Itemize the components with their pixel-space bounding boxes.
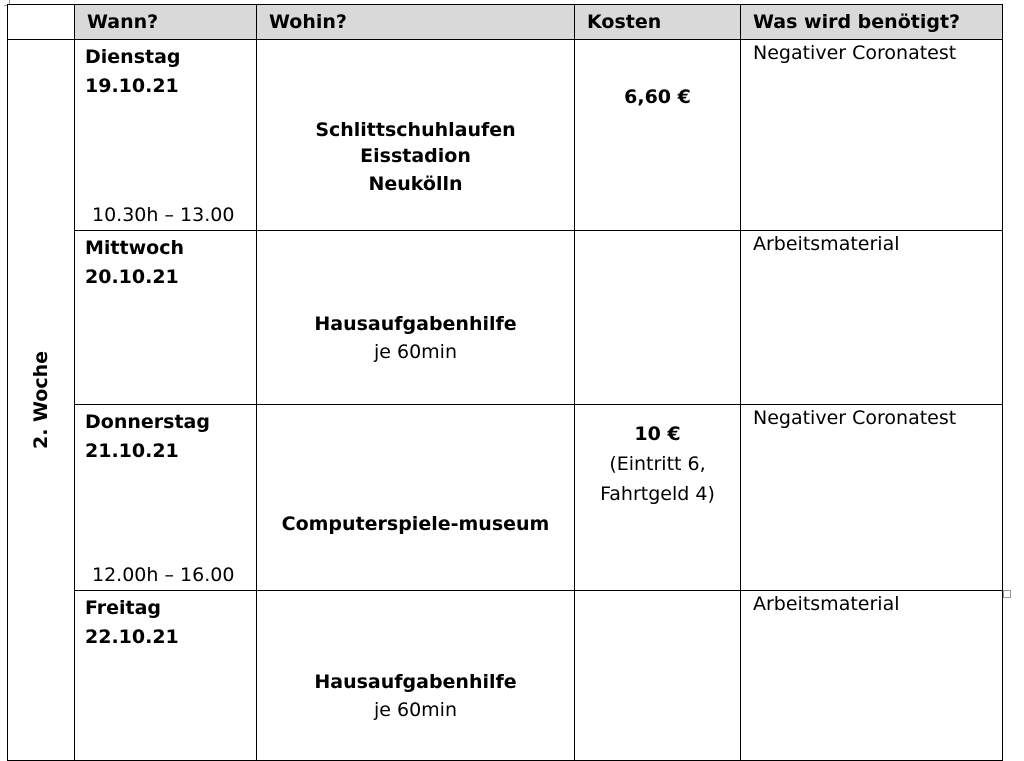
table-resize-handle[interactable]: [1003, 590, 1011, 598]
when-cell: [75, 591, 257, 761]
day-label: Donnerstag: [85, 411, 210, 433]
date-label: 22.10.21: [85, 626, 179, 648]
where-cell: [257, 591, 575, 761]
header-cost: Kosten: [575, 5, 741, 40]
table-row: [8, 231, 1003, 405]
destination-title: Computerspiele-museum: [281, 512, 550, 535]
needed-cell: [741, 591, 1003, 761]
where-cell: [257, 231, 575, 405]
cost-main: 10 €: [634, 423, 681, 445]
week-cell: [8, 40, 75, 761]
header-needed: Was wird benötigt?: [741, 5, 1003, 40]
week-label: 2. Woche: [30, 350, 52, 450]
needed-text: Arbeitsmaterial: [753, 233, 900, 255]
header-row: [8, 5, 1003, 40]
destination-title: Hausaufgabenhilfe: [314, 312, 517, 335]
destination-subtitle: je 60min: [373, 698, 457, 721]
day-label: Dienstag: [85, 46, 181, 68]
day-label: Mittwoch: [85, 237, 184, 259]
when-cell: [75, 405, 257, 591]
destination-title: Schlittschuhlaufen Eisstadion: [315, 119, 516, 167]
needed-text: Negativer Coronatest: [753, 407, 957, 429]
date-label: 19.10.21: [85, 75, 179, 97]
destination-title-line2: Neukölln: [368, 173, 463, 195]
cost-cell: [575, 231, 741, 405]
where-cell: [257, 405, 575, 591]
cost-main: 6,60 €: [624, 86, 691, 108]
table-row: [8, 405, 1003, 591]
needed-cell: [741, 405, 1003, 591]
cost-cell: [575, 591, 741, 761]
header-when: Wann?: [75, 5, 257, 40]
destination-title: Hausaufgabenhilfe: [314, 670, 517, 693]
needed-text: Negativer Coronatest: [753, 42, 957, 64]
time-label: 12.00h – 16.00: [92, 564, 235, 586]
cost-detail-line: Fahrtgeld 4): [600, 483, 715, 505]
header-blank-cell: [8, 5, 75, 40]
where-cell: [257, 40, 575, 231]
table-row: [8, 591, 1003, 761]
needed-text: Arbeitsmaterial: [753, 593, 900, 615]
cost-detail-line: (Eintritt 6,: [609, 453, 706, 475]
time-label: 10.30h – 13.00: [92, 204, 235, 226]
cost-cell: [575, 405, 741, 591]
schedule-table: [7, 4, 1003, 761]
when-cell: [75, 231, 257, 405]
table-row: [8, 40, 1003, 231]
cost-cell: [575, 40, 741, 231]
date-label: 21.10.21: [85, 440, 179, 462]
when-cell: [75, 40, 257, 231]
header-where: Wohin?: [257, 5, 575, 40]
destination-subtitle: je 60min: [373, 340, 457, 363]
day-label: Freitag: [85, 597, 162, 619]
needed-cell: [741, 40, 1003, 231]
date-label: 20.10.21: [85, 266, 179, 288]
needed-cell: [741, 231, 1003, 405]
